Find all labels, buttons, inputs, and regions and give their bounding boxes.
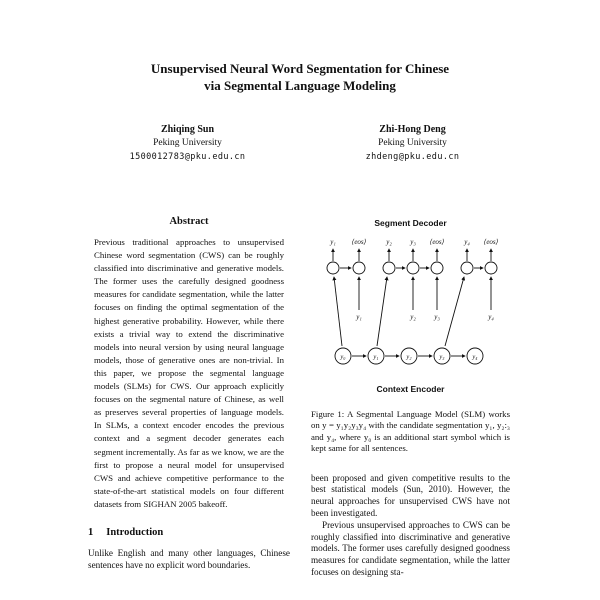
- decoder-output-label: y₁: [329, 238, 336, 246]
- figure-decoder-label: Segment Decoder: [374, 218, 447, 228]
- decoder-output-labels: [329, 238, 498, 246]
- author-2: [348, 124, 478, 162]
- paper-title-line1: Unsupervised Neural Word Segmentation for Chinese: [150, 61, 450, 76]
- slm-figure-diagram: [316, 234, 506, 382]
- author-2-affiliation: Peking University: [378, 138, 447, 148]
- author-2-email: zhdeng@pku.edu.cn: [365, 152, 460, 162]
- decoder-output-label: y₃: [409, 238, 416, 246]
- figure-caption: Figure 1: A Segmental Language Model (SLM) works on y = y₁y₂y₃y₄ with the candidate segmentation y₁, y₂:₃ and y₄, where y₀ is an additional start symbol which is kept same for all sentences.: [311, 409, 510, 454]
- section-heading-introduction: [88, 527, 290, 538]
- decoder-output-label: ⟨eos⟩: [429, 238, 444, 246]
- decoder-output-label: ⟨eos⟩: [351, 238, 366, 246]
- decoder-state-node: [327, 262, 339, 274]
- abstract-text: Previous traditional approaches to unsupervised Chinese word segmentation (CWS) can be roughly classified into discriminative and generative models. The former uses the carefully designed goodness measures for candidate segmentation, while the latter focuses on finding the optimal segmentation of the highest generative probability. However, while there exists a trivial way to extend the discriminative models into neural version by using neural language models, those of generative ones are non-trivial. In this paper, we propose the segmental language models (SLMs) for CWS. Our approach explicitly focuses on the segmental nature of Chinese, as well as preserves several properties of language models. In SLMs, a context encoder encodes the previous context and a segment decoder generates each segment incrementally. As far as we know, we are the first to propose a neural model for unsupervised CWS and achieve competitive performance to the state-of-the-art statistical models on four different datasets from SIGHAN 2005 bakeoff.: [94, 237, 284, 509]
- body-paragraph: Previous unsupervised approaches to CWS can be roughly classified into discriminative and generative models. The former uses carefully designed goodness measures for candidate segmentation, while the latter focuses on designing sta-: [311, 519, 510, 577]
- author-1-email: 1500012783@pku.edu.cn: [129, 152, 246, 162]
- section-number: 1: [88, 526, 94, 538]
- author-1-affiliation: Peking University: [153, 138, 222, 148]
- decoder-input-labels: [355, 313, 494, 321]
- author-1: [123, 124, 253, 162]
- section-title: Introduction: [106, 526, 164, 538]
- right-column: [311, 210, 510, 579]
- figure-encoder-label: Context Encoder: [376, 384, 445, 394]
- decoder-state-node: [461, 262, 473, 274]
- decoder-state-node: [431, 262, 443, 274]
- author-block: [0, 124, 600, 162]
- encoder-state-label: y₁: [372, 353, 379, 361]
- encoder-state-label: y₀: [339, 353, 346, 361]
- left-column: [88, 210, 290, 571]
- encoder-state-label: y₄: [471, 353, 478, 361]
- decoder-state-node: [353, 262, 365, 274]
- encoder-state-labels: [339, 354, 478, 361]
- decoder-input-label: y₄: [487, 313, 494, 321]
- decoder-state-node: [383, 262, 395, 274]
- decoder-state-nodes: [327, 262, 497, 274]
- body-paragraph: been proposed and given competitive results to the best statistical models (Sun, 2010). However, the neural approaches for unsupervised CWS have not been investigated.: [311, 472, 510, 519]
- introduction-text: Unlike English and many other languages, Chinese sentences have no explicit word boundaries.: [88, 547, 290, 570]
- encoder-state-label: y₂: [405, 353, 412, 361]
- author-2-name: Zhi-Hong Deng: [379, 124, 446, 135]
- context-to-decoder-arrows: [334, 277, 464, 346]
- decoder-output-label: y₂: [385, 238, 392, 246]
- paper-title: [0, 60, 600, 94]
- author-1-name: Zhiqing Sun: [160, 124, 215, 135]
- decoder-state-node: [407, 262, 419, 274]
- decoder-input-arrows: [359, 277, 491, 310]
- decoder-input-label: y₂: [409, 313, 416, 321]
- decoder-output-label: y₄: [463, 238, 470, 246]
- decoder-input-label: y₁: [355, 313, 362, 321]
- decoder-output-arrows: [333, 249, 491, 261]
- encoder-state-label: y₃: [438, 353, 445, 361]
- abstract-heading: Abstract: [169, 216, 209, 227]
- paper-title-line2: via Segmental Language Modeling: [204, 78, 396, 93]
- decoder-input-label: y₃: [433, 313, 440, 321]
- decoder-output-label: ⟨eos⟩: [483, 238, 498, 246]
- decoder-state-node: [485, 262, 497, 274]
